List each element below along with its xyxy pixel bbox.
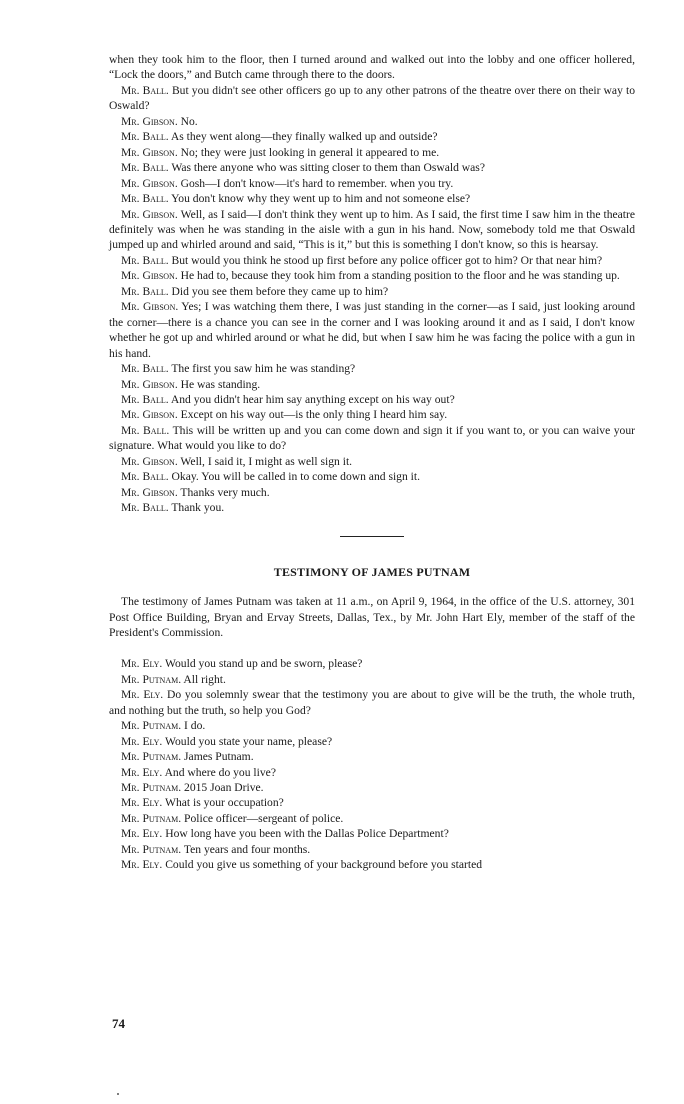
page-number: 74 [112,1016,125,1031]
testimony-text: Would you state your name, please? [165,734,333,748]
speaker-label: Mr. Gibson. [121,408,178,422]
testimony-line [109,114,635,129]
testimony-text: What is your occupation? [165,796,284,810]
speaker-label: Mr. Putnam. [121,781,182,795]
speaker-label: Mr. Gibson. [121,145,178,159]
testimony-line [109,268,635,283]
testimony-text: This will be written up and you can come down and sign it if you want to, or you can waive your signature. What would you like to do? [109,423,636,453]
continuation-paragraph: when they took him to the floor, then I turned around and walked out into the lobby and one officer hollered, “Lock the doors,” and Butch came through there to the doors. [109,53,635,82]
testimony-text: Did you see them before they came up to him? [171,284,389,298]
testimony-line [109,500,635,515]
testimony-line [109,826,635,841]
testimony-line [109,718,635,733]
testimony-text: No. [180,114,198,128]
testimony-text: How long have you been with the Dallas Police Department? [165,827,449,841]
testimony-text: But you didn't see other officers go up to any other patrons of the theatre over there on their way to Oswald? [109,83,635,113]
testimony-line [109,207,635,253]
speaker-label: Mr. Gibson. [121,207,178,221]
testimony-line [109,749,635,764]
testimony-text: No; they were just looking in general it appeared to me. [180,145,440,159]
testimony-text: He was standing. [180,377,261,391]
testimony-text: Was there anyone who was sitting closer to them than Oswald was? [171,161,485,175]
speaker-label: Mr. Putnam. [121,811,182,825]
testimony-line [109,672,635,687]
speaker-label: Mr. Ball. [121,83,169,97]
speaker-label: Mr. Gibson. [121,377,178,391]
speaker-label: Mr. Gibson. [121,269,178,283]
testimony-line [109,299,635,361]
speaker-label: Mr. Putnam. [121,672,182,686]
testimony-text: Yes; I was watching them there, I was just standing in the corner—as I said, just looking around the corner—there is a chance you can see in the corner and I was looking around it and as I said, I don't know whether he got up and whirled around or what he did, but when I saw him he was facing the police with a gun in his hand. [109,300,636,360]
testimony-text: And where do you live? [164,765,276,779]
spacer [109,640,635,656]
speaker-label: Mr. Ball. [121,284,169,298]
speaker-label: Mr. Ely. [121,657,163,671]
testimony-line [109,469,635,484]
speaker-label: Mr. Ball. [121,362,169,376]
intro-paragraph: The testimony of James Putnam was taken at 11 a.m., on April 9, 1964, in the office of the U.S. attorney, 301 Post Office Building, Bryan and Ervay Streets, Dallas, Tex., by Mr. John Hart Ely, member of the staff of the President's Commission. [109,595,635,639]
testimony-text: The first you saw him he was standing? [171,362,356,376]
speaker-label: Mr. Ball. [121,253,169,267]
testimony-line [109,687,635,718]
testimony-line [109,780,635,795]
testimony-line [109,145,635,160]
speaker-label: Mr. Ball. [121,130,169,144]
testimony-line [109,361,635,376]
testimony-line [109,191,635,206]
testimony-line [109,392,635,407]
speaker-label: Mr. Ely. [121,827,163,841]
testimony-line [109,485,635,500]
speaker-label: Mr. Gibson. [121,454,178,468]
document-page [109,52,635,873]
putnam-testimony-exchanges [109,656,635,872]
speaker-label: Mr. Ely. [121,734,163,748]
speaker-label: Mr. Ball. [121,423,170,437]
testimony-line [109,423,635,454]
testimony-text: Do you solemnly swear that the testimony you are about to give will be the truth, the whole truth, and nothing but the truth, so help you God? [109,688,635,717]
testimony-line [109,129,635,144]
speaker-label: Mr. Ely. [121,765,163,779]
testimony-line [109,842,635,857]
testimony-line [109,83,635,114]
testimony-text: Well, as I said—I don't think they went up to him. As I said, the first time I saw him in the theatre definitely was when he was standing in the aisle with a gun in his hand. Now, somebody told me that Oswald jumped up and whirled around and said, “This is it,” but this is something I don't know, so this is hearsay. [109,207,636,252]
testimony-line [109,284,635,299]
speaker-label: Mr. Ball. [121,470,169,484]
testimony-text: 2015 Joan Drive. [184,781,264,795]
speaker-label: Mr. Putnam. [121,842,182,856]
testimony-text: Thanks very much. [180,485,270,499]
speaker-label: Mr. Ely. [121,688,164,702]
testimony-text: Ten years and four months. [183,842,311,856]
testimony-text: Could you give us something of your background before you started [165,858,483,872]
testimony-line [109,795,635,810]
testimony-line [109,656,635,671]
testimony-text: James Putnam. [184,750,254,764]
testimony-line [109,765,635,780]
testimony-line [109,734,635,749]
testimony-text: Gosh—I don't know—it's hard to remember. when you try. [180,176,454,190]
speaker-label: Mr. Gibson. [121,300,179,314]
scan-speck [117,1093,119,1095]
testimony-text: Police officer—sergeant of police. [184,811,344,825]
testimony-text: He had to, because they took him from a standing position to the floor and he was standing up. [180,269,620,283]
testimony-line [109,160,635,175]
speaker-label: Mr. Gibson. [121,485,178,499]
speaker-label: Mr. Gibson. [121,176,178,190]
speaker-label: Mr. Putnam. [121,719,182,733]
speaker-label: Mr. Ball. [121,192,169,206]
testimony-text: I do. [184,719,206,733]
testimony-line [109,377,635,392]
speaker-label: Mr. Ely. [121,858,163,872]
speaker-label: Mr. Ely. [121,796,163,810]
testimony-text: Okay. You will be called in to come down and sign it. [171,470,421,484]
section-divider [340,536,404,537]
speaker-label: Mr. Gibson. [121,114,178,128]
testimony-text: And you didn't hear him say anything except on his way out? [170,392,455,406]
testimony-text: Thank you. [171,501,225,515]
speaker-label: Mr. Ball. [121,501,169,515]
testimony-text: You don't know why they went up to him and not someone else? [171,192,471,206]
testimony-line [109,811,635,826]
speaker-label: Mr. Ball. [121,392,169,406]
testimony-line [109,407,635,422]
testimony-text: As they went along—they finally walked up and outside? [170,130,438,144]
testimony-text: Would you stand up and be sworn, please? [165,657,363,671]
testimony-text: Except on his way out—is the only thing I heard him say. [180,408,448,422]
testimony-line [109,176,635,191]
speaker-label: Mr. Ball. [121,161,169,175]
testimony-line [109,454,635,469]
testimony-text: But would you think he stood up first before any police officer got to him? Or that near him? [171,253,603,267]
section-heading: TESTIMONY OF JAMES PUTNAM [273,564,471,579]
testimony-text: Well, I said it, I might as well sign it. [180,454,353,468]
testimony-text: All right. [183,672,226,686]
gibson-testimony-exchanges [109,83,635,516]
testimony-line [109,857,635,872]
speaker-label: Mr. Putnam. [121,750,182,764]
testimony-line [109,253,635,268]
